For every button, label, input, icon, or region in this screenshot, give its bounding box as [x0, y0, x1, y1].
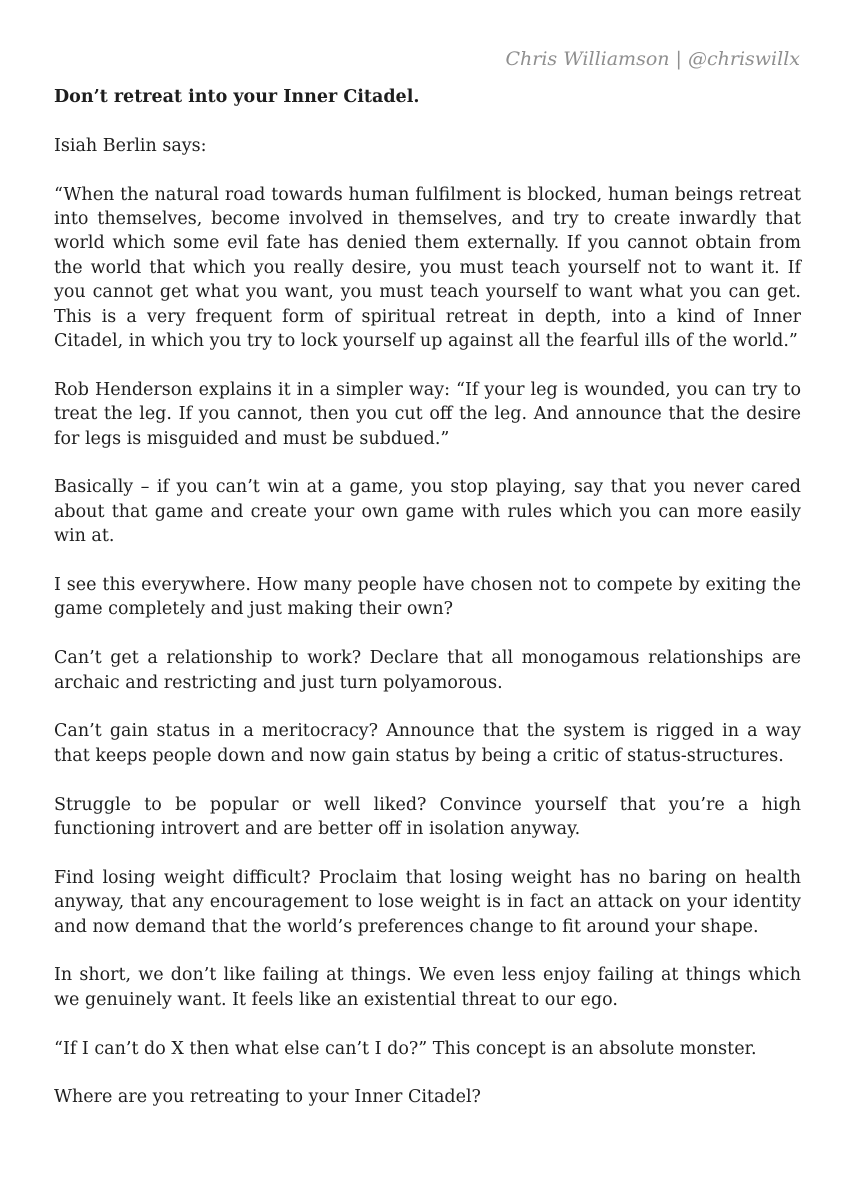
paragraph-henderson-quote: Rob Henderson explains it in a simpler way: “If your leg is wounded, you can try to treat the leg. If you cannot, then you cut off the leg. And announce that the desire for legs is misguided and must be subdued.” — [54, 379, 801, 449]
paragraph-popular: Struggle to be popular or well liked? Convince yourself that you’re a high functioning introvert and are better off in isolation anyway. — [54, 794, 801, 840]
paragraph-everywhere: I see this everywhere. How many people have chosen not to compete by exiting the game completely and just making their own? — [54, 575, 801, 620]
paragraph-berlin-quote: “When the natural road towards human fulfilment is blocked, human beings retreat into themselves, become involved in themselves, and try to create inwardly that world which some evil fate has denied them externally. If you cannot obtain from the world that which you really desire, you must teach yourself not to want it. If you cannot get what you want, you must teach yourself to want what you can get. This is a very frequent form of spiritual retreat in depth, into a kind of Inner Citadel, in which you try to lock yourself up against all the fearful ills of the world.” — [54, 184, 801, 352]
article — [54, 85, 801, 1110]
paragraph-basically: Basically – if you can’t win at a game, you stop playing, say that you never cared about that game and create your own game with rules which you can more easily win at. — [54, 477, 801, 547]
paragraph-status: Can’t gain status in a meritocracy? Announce that the system is rigged in a way that keeps people down and now gain status by being a critic of status-structures. — [54, 721, 801, 766]
author-handle: @chriswillx — [688, 48, 800, 70]
paragraph-relationship: Can’t get a relationship to work? Declare that all monogamous relationships are archaic and restricting and just turn polyamorous. — [54, 648, 801, 693]
article-title: Don’t retreat into your Inner Citadel. — [54, 87, 420, 107]
author-name: Chris Williamson — [505, 48, 670, 70]
paragraph-in-short: In short, we don’t like failing at things. We even less enjoy failing at things which we genuinely want. It feels like an existential threat to our ego. — [54, 965, 801, 1010]
paragraph-closing-question: Where are you retreating to your Inner Citadel? — [54, 1087, 481, 1108]
paragraph-weight: Find losing weight difficult? Proclaim that losing weight has no baring on health anyway, that any encouragement to lose weight is in fact an attack on your identity and now demand that the world’s preferences change to fit around your shape. — [54, 867, 801, 937]
paragraph-intro: Isiah Berlin says: — [54, 135, 207, 156]
byline-separator: | — [675, 48, 682, 70]
paragraph-concept: “If I can’t do X then what else can’t I do?” This concept is an absolute monster. — [54, 1038, 757, 1059]
author-byline — [506, 48, 801, 70]
